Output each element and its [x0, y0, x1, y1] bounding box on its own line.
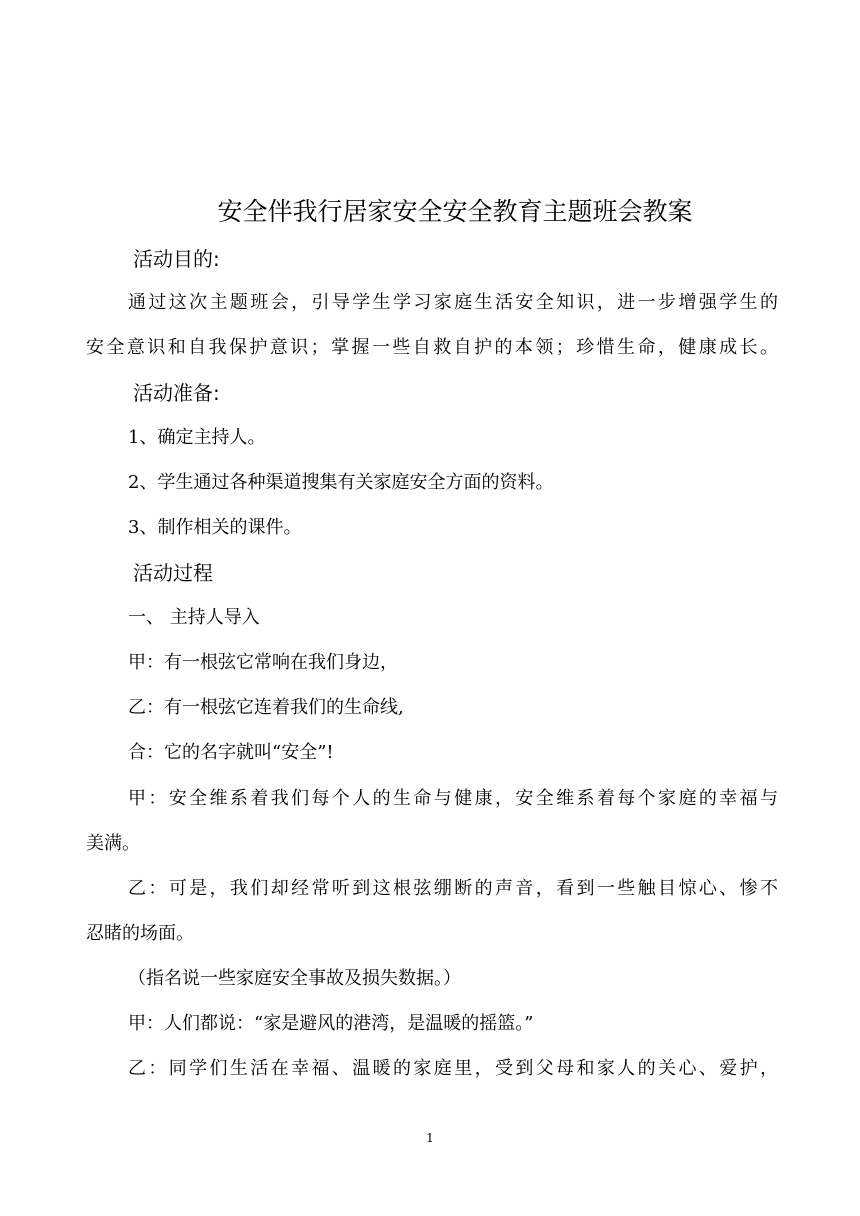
heading-activity-process: 活动过程 [133, 561, 213, 585]
dialogue-line: 乙：有一根弦它连着我们的生命线, [128, 697, 404, 718]
goal-paragraph-line-1: 通过这次主题班会，引导学生学习家庭生活安全知识，进一步增强学生的 [128, 292, 778, 313]
dialogue-line-continuation: 美满。 [86, 833, 140, 854]
document-title: 安全伴我行居家安全安全教育主题班会教案 [217, 197, 693, 226]
prep-item-2: 2、学生通过各种渠道搜集有关家庭安全方面的资料。 [128, 472, 554, 493]
dialogue-line-continuation: 忍睹的场面。 [86, 923, 194, 944]
section-one-heading: 一、 主持人导入 [128, 607, 260, 628]
dialogue-line: 甲：安全维系着我们每个人的生命与健康，安全维系着每个家庭的幸福与 [128, 788, 778, 809]
dialogue-note: （指名说一些家庭安全事故及损失数据。） [128, 968, 461, 989]
prep-item-1: 1、确定主持人。 [128, 427, 266, 448]
dialogue-line: 乙：可是，我们却经常听到这根弦绷断的声音，看到一些触目惊心、惨不 [128, 878, 778, 899]
page-number: 1 [426, 1131, 434, 1145]
dialogue-line: 甲：有一根弦它常响在我们身边， [128, 652, 398, 673]
prep-item-3: 3、制作相关的课件。 [128, 517, 302, 538]
heading-activity-goal: 活动目的: [133, 247, 220, 271]
dialogue-line: 合：它的名字就叫“安全”! [128, 742, 334, 763]
goal-paragraph-line-2: 安全意识和自我保护意识；掌握一些自救自护的本领；珍惜生命，健康成长。 [86, 337, 778, 358]
dialogue-line: 乙：同学们生活在幸福、温暖的家庭里，受到父母和家人的关心、爱护， [128, 1058, 778, 1079]
dialogue-line: 甲：人们都说：“家是避风的港湾，是温暖的摇篮。” [128, 1013, 534, 1034]
heading-activity-prep: 活动准备: [133, 381, 220, 405]
